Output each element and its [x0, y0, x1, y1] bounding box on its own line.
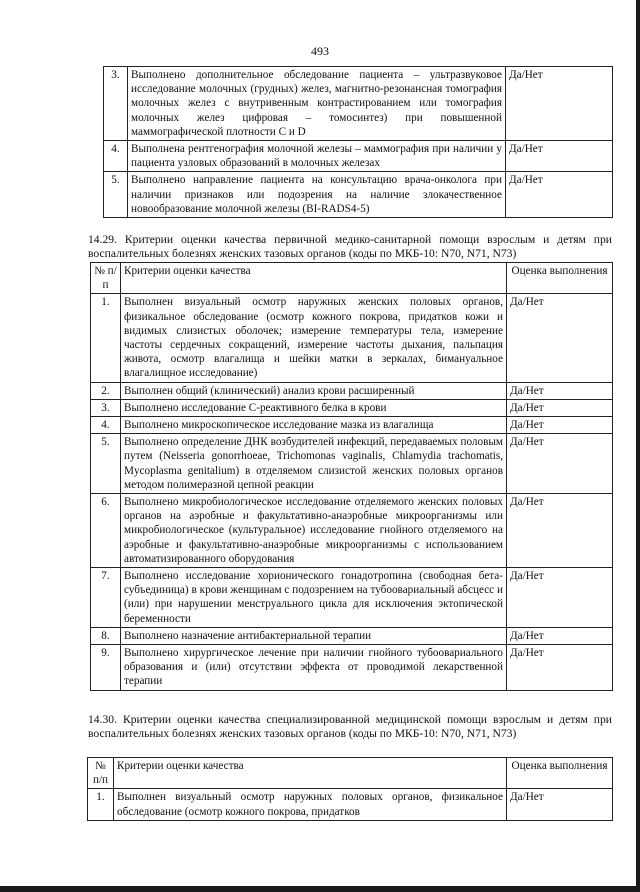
result-value: Да/Нет	[507, 382, 613, 399]
criterion-text: Выполнено исследование хорионического гонадотропина (свободная бета-субъединица) в крови женщинам с подозрением на тубоовариальный абсцесс и (или) при нарушении менструального цикла для исключения эктопической беременности	[121, 568, 507, 628]
criterion-text: Выполнен общий (клинический) анализ крови расширенный	[121, 382, 507, 399]
result-value: Да/Нет	[507, 294, 613, 382]
criteria-table-continued	[103, 66, 613, 218]
result-value: Да/Нет	[507, 417, 613, 434]
criterion-text: Выполнен визуальный осмотр наружных женских половых органов, физикальное обследование (осмотр кожного покрова, придатков кожи и видимых слизистых оболочек; измерение температуры тела, измерение частоты сердечных сокращений, измерение частоты дыхания, пальпация живота, осмотр влагалища и шейки матки в зеркалах, бимануальное влагалищное исследование)	[121, 294, 507, 382]
table-header-row	[88, 758, 613, 789]
row-number: 9.	[91, 645, 121, 691]
criterion-text: Выполнено направление пациента на консультацию врача-онколога при наличии признаков или подозрения на наличие злокачественное новообразование молочной железы (BI-RADS4-5)	[128, 172, 506, 218]
row-number: 6.	[91, 494, 121, 568]
criterion-text: Выполнен визуальный осмотр наружных половых органов, физикальное обследование (осмотр кожного покрова, придатков	[114, 789, 507, 820]
row-number: 3.	[91, 399, 121, 416]
criterion-text: Выполнено микробиологическое исследование отделяемого женских половых органов на аэробные и факультативно-анаэробные микроорганизмы или микробиологическое (культуральное) исследование гнойного отделяемого на аэробные и факультативно-анаэробные микроорганизмы с использованием автоматизированного оборудования	[121, 494, 507, 568]
table-row	[91, 627, 613, 644]
row-number: 4.	[104, 141, 128, 172]
table-row	[88, 789, 613, 820]
table-row	[91, 399, 613, 416]
row-number: 8.	[91, 627, 121, 644]
result-value: Да/Нет	[507, 627, 613, 644]
result-value: Да/Нет	[507, 645, 613, 691]
row-number: 1.	[88, 789, 114, 820]
result-value: Да/Нет	[507, 494, 613, 568]
column-header-criteria: Критерии оценки качества	[114, 758, 507, 789]
criterion-text: Выполнено дополнительное обследование пациента – ультразвуковое исследование молочных (грудных) желез, магнитно-резонансная томография молочных желез с внутривенным контрастированием или томография молочных желез цифровая – томосинтез) при повышенной маммографической плотности С и D	[128, 67, 506, 141]
result-value: Да/Нет	[507, 399, 613, 416]
criteria-table-14-29	[90, 262, 613, 691]
row-number: 3.	[104, 67, 128, 141]
result-value: Да/Нет	[507, 568, 613, 628]
table-row	[91, 294, 613, 382]
table-row	[91, 568, 613, 628]
table-row	[104, 141, 613, 172]
row-number: 1.	[91, 294, 121, 382]
row-number: 4.	[91, 417, 121, 434]
table-row	[104, 67, 613, 141]
result-value: Да/Нет	[507, 434, 613, 494]
table-row	[91, 417, 613, 434]
section-heading-14-29: 14.29. Критерии оценки качества первичной медико-санитарной помощи взрослым и детям при воспалительных болезнях женских тазовых органов (коды по МКБ-10: N70, N71, N73)	[88, 233, 612, 261]
table-row	[91, 434, 613, 494]
row-number: 5.	[91, 434, 121, 494]
row-number: 5.	[104, 172, 128, 218]
result-value: Да/Нет	[507, 789, 613, 820]
result-value: Да/Нет	[506, 67, 613, 141]
column-header-number: № п/п	[91, 263, 121, 294]
table-header-row	[91, 263, 613, 294]
criterion-text: Выполнено назначение антибактериальной терапии	[121, 627, 507, 644]
section-heading-14-30: 14.30. Критерии оценки качества специализированной медицинской помощи взрослым и детям при воспалительных болезнях женских тазовых органов (коды по МКБ-10: N70, N71, N73)	[88, 713, 612, 741]
result-value: Да/Нет	[506, 172, 613, 218]
row-number: 7.	[91, 568, 121, 628]
result-value: Да/Нет	[506, 141, 613, 172]
criterion-text: Выполнено исследование С-реактивного белка в крови	[121, 399, 507, 416]
column-header-criteria: Критерии оценки качества	[121, 263, 507, 294]
column-header-number: № п/п	[88, 758, 114, 789]
table-row	[104, 172, 613, 218]
table-row	[91, 494, 613, 568]
row-number: 2.	[91, 382, 121, 399]
table-row	[91, 382, 613, 399]
column-header-result: Оценка выполнения	[507, 263, 613, 294]
criterion-text: Выполнено определение ДНК возбудителей инфекций, передаваемых половым путем (Neisseria gonorrhoeae, Trichomonas vaginalis, Chlamydia trachomatis, Mycoplasma genitalium) в отделяемом слизистой женских половых органов методом полимеразной цепной реакции	[121, 434, 507, 494]
criterion-text: Выполнено микроскопическое исследование мазка из влагалища	[121, 417, 507, 434]
page-number: 493	[311, 44, 329, 58]
table-row	[91, 645, 613, 691]
criterion-text: Выполнено хирургическое лечение при наличии гнойного тубоовариального образования и (или) отсутствии эффекта от проводимой лекарственной терапии	[121, 645, 507, 691]
scan-edge-bottom	[0, 886, 640, 892]
criteria-table-14-30	[87, 757, 613, 821]
column-header-result: Оценка выполнения	[507, 758, 613, 789]
criterion-text: Выполнена рентгенография молочной железы – маммография при наличии у пациента узловых образований в молочных железах	[128, 141, 506, 172]
scan-edge-right	[636, 0, 640, 892]
